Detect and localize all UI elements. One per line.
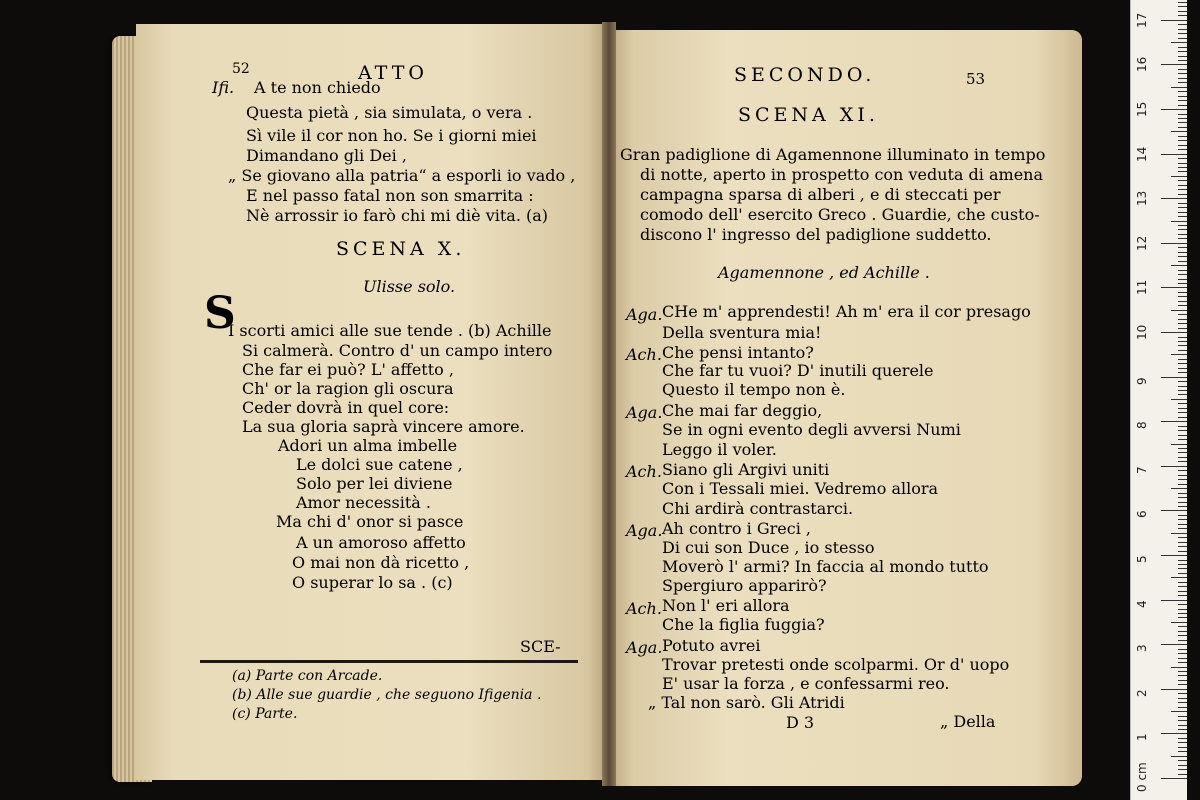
ruler-tick (1178, 274, 1187, 275)
ruler-tick (1178, 430, 1187, 431)
ruler-tick (1178, 707, 1187, 708)
ruler-tick (1161, 555, 1187, 556)
stage-direction: comodo dell' esercito Greco . Guardie, che custo- (640, 205, 1040, 224)
ruler-tick (1161, 154, 1187, 155)
speaker-label: Aga. (626, 521, 663, 540)
ruler-tick (1178, 363, 1187, 364)
verse-line: Questa pietà , sia simulata, o vera . (246, 103, 533, 122)
verse-line: E nel passo fatal non son smarrita : (246, 186, 534, 205)
ruler-tick (1178, 461, 1187, 462)
dialogue-line: Trovar pretesti onde scolparmi. Or d' uopo (662, 655, 1010, 674)
ruler-number: 8 (1135, 421, 1149, 430)
ruler-tick (1178, 203, 1187, 204)
ruler-tick (1178, 69, 1187, 70)
ruler-tick (1178, 140, 1187, 141)
ruler-tick (1178, 680, 1187, 681)
ruler-tick (1178, 6, 1187, 7)
ruler-tick (1178, 189, 1187, 190)
ruler-tick (1178, 82, 1187, 83)
stage-direction: campagna sparsa di alberi , e di steccati per (640, 185, 1001, 204)
ruler-tick (1178, 640, 1187, 641)
ruler-tick (1178, 341, 1187, 342)
ruler-tick (1178, 73, 1187, 74)
ruler-tick (1178, 457, 1187, 458)
dialogue-line: Chi ardirà contrastarci. (662, 499, 854, 518)
ruler-tick (1178, 60, 1187, 61)
ruler-tick (1178, 613, 1187, 614)
ruler-tick (1171, 176, 1187, 177)
scene-title: SCENA X. (336, 238, 466, 260)
scene-subtitle: Ulisse solo. (363, 277, 456, 296)
ruler-tick (1161, 20, 1187, 21)
ruler-tick (1178, 118, 1187, 119)
ruler-tick (1178, 568, 1187, 569)
ruler-tick (1171, 131, 1187, 132)
ruler-tick (1161, 689, 1187, 690)
ruler-tick (1171, 265, 1187, 266)
ruler-tick (1178, 96, 1187, 97)
ruler-tick (1178, 381, 1187, 382)
ruler-tick (1171, 533, 1187, 534)
ruler-tick (1171, 310, 1187, 311)
footnote: (a) Parte con Arcade. (232, 668, 383, 684)
ruler-number: 5 (1135, 555, 1149, 563)
ruler-tick (1161, 778, 1187, 779)
ruler-tick (1178, 542, 1187, 543)
dialogue-line: Moverò l' armi? In faccia al mondo tutto (662, 557, 989, 576)
ruler-tick (1178, 564, 1187, 565)
ruler-tick (1178, 279, 1187, 280)
ruler-tick (1178, 729, 1187, 730)
ruler-tick (1178, 524, 1187, 525)
dialogue-line: Della sventura mia! (662, 323, 822, 342)
ruler-tick (1178, 760, 1187, 761)
ruler-tick (1178, 426, 1187, 427)
ruler-tick (1178, 448, 1187, 449)
dialogue-line: Leggo il voler. (662, 440, 777, 459)
verse-line: A te non chiedo (254, 78, 381, 97)
ruler-tick (1178, 484, 1187, 485)
stage-direction: discono l' ingresso del padiglione suddetto. (640, 225, 992, 244)
verse-line: Le dolci sue catene , (296, 455, 463, 474)
ruler-tick (1178, 314, 1187, 315)
ruler-tick (1178, 738, 1187, 739)
ruler-tick (1178, 2, 1187, 3)
ruler-tick (1171, 711, 1187, 712)
ruler-tick (1178, 145, 1187, 146)
signature-mark: D 3 (786, 713, 815, 732)
ruler-tick (1178, 716, 1187, 717)
footnote: (c) Parte. (232, 706, 298, 722)
ruler-tick (1178, 684, 1187, 685)
verse-line: Ceder dovrà in quel core: (242, 398, 450, 417)
ruler-tick (1178, 658, 1187, 659)
ruler-tick (1178, 631, 1187, 632)
ruler-number: 12 (1135, 235, 1149, 251)
ruler-tick (1178, 194, 1187, 195)
ruler-tick (1171, 399, 1187, 400)
ruler-number: 17 (1135, 12, 1149, 28)
verse-line: O mai non dà ricetto , (292, 553, 470, 572)
book-gutter (602, 22, 616, 786)
verse-line: Ch' or la ragion gli oscura (242, 379, 454, 398)
ruler-tick (1178, 560, 1187, 561)
ruler-number: 9 (1135, 376, 1149, 385)
speaker-label: Aga. (626, 403, 663, 422)
ruler-tick (1178, 15, 1187, 16)
ruler-tick (1178, 591, 1187, 592)
left-page-number: 52 (232, 61, 250, 77)
ruler-number: 10 (1135, 324, 1149, 340)
ruler-tick (1161, 377, 1187, 378)
ruler-tick (1178, 742, 1187, 743)
ruler-tick (1178, 216, 1187, 217)
ruler-tick (1178, 127, 1187, 128)
ruler-tick (1178, 403, 1187, 404)
ruler-tick (1178, 769, 1187, 770)
ruler-tick (1161, 109, 1187, 110)
ruler-tick (1178, 247, 1187, 248)
ruler-tick (1178, 765, 1187, 766)
ruler-tick (1178, 528, 1187, 529)
dialogue-line: Che mai far deggio, (662, 401, 823, 420)
verse-line: Sì vile il cor non ho. Se i giorni miei (246, 126, 537, 145)
ruler-tick (1178, 502, 1187, 503)
scene-title: SCENA XI. (738, 104, 879, 126)
ruler-tick (1178, 617, 1187, 618)
ruler-tick (1178, 497, 1187, 498)
right-page-number: 53 (966, 70, 986, 88)
dialogue-line: CHe m' apprendesti! Ah m' era il cor presago (662, 302, 1031, 321)
verse-line: Che far ei può? L' affetto , (242, 360, 454, 379)
ruler-tick (1178, 435, 1187, 436)
ruler-tick (1178, 537, 1187, 538)
ruler-tick (1178, 345, 1187, 346)
ruler-number: 15 (1135, 101, 1149, 117)
dialogue-line: Siano gli Argivi uniti (662, 460, 830, 479)
ruler-tick (1178, 725, 1187, 726)
ruler-tick (1178, 582, 1187, 583)
ruler-tick (1178, 319, 1187, 320)
ruler-tick (1161, 332, 1187, 333)
ruler-number: 4 (1135, 599, 1149, 608)
ruler-tick (1178, 136, 1187, 137)
dialogue-line: Spergiuro apparirò? (662, 576, 827, 595)
ruler-tick (1161, 510, 1187, 511)
ruler-tick (1178, 47, 1187, 48)
ruler-tick (1178, 292, 1187, 293)
verse-line: Amor necessità . (296, 493, 431, 512)
ruler-tick (1178, 368, 1187, 369)
ruler-tick (1171, 488, 1187, 489)
dialogue-line: „ Tal non sarò. Gli Atridi (648, 693, 845, 712)
ruler-tick (1178, 519, 1187, 520)
footnote: (b) Alle sue guardie , che seguono Ifigenia . (232, 687, 542, 703)
ruler-tick (1171, 577, 1187, 578)
ruler-tick (1178, 229, 1187, 230)
verse-line: Adori un alma imbelle (278, 436, 458, 455)
ruler-number: 6 (1135, 510, 1149, 519)
right-running-header: SECONDO. (734, 64, 876, 86)
ruler-tick (1178, 635, 1187, 636)
dialogue-line: Ah contro i Greci , (662, 519, 811, 538)
ruler-tick (1178, 91, 1187, 92)
dialogue-line: Di cui son Duce , io stesso (662, 538, 875, 557)
ruler-tick (1178, 359, 1187, 360)
ruler-tick (1178, 702, 1187, 703)
ruler-tick (1178, 417, 1187, 418)
ruler-tick (1178, 604, 1187, 605)
ruler-tick (1178, 470, 1187, 471)
ruler-tick (1161, 421, 1187, 422)
ruler-tick (1161, 287, 1187, 288)
ruler-number: 14 (1135, 146, 1149, 162)
ruler-tick (1178, 671, 1187, 672)
ruler-tick (1178, 693, 1187, 694)
ruler-tick (1178, 238, 1187, 239)
dialogue-line: Se in ogni evento degli avversi Numi (662, 420, 961, 439)
ruler-tick (1178, 114, 1187, 115)
verse-line: I scorti amici alle sue tende . (b) Achille (228, 321, 552, 340)
ruler-tick (1178, 323, 1187, 324)
ruler-tick (1178, 774, 1187, 775)
dialogue-line: Potuto avrei (662, 636, 761, 655)
ruler-tick (1178, 350, 1187, 351)
ruler-tick (1178, 551, 1187, 552)
dialogue-line: Che pensi intanto? (662, 343, 814, 362)
ruler-tick (1178, 51, 1187, 52)
ruler-tick (1178, 207, 1187, 208)
ruler-tick (1178, 24, 1187, 25)
ruler-tick (1178, 452, 1187, 453)
ruler-tick (1178, 394, 1187, 395)
dialogue-line: Questo il tempo non è. (662, 380, 846, 399)
ruler-tick (1178, 29, 1187, 30)
ruler-tick (1178, 78, 1187, 79)
ruler-tick (1178, 479, 1187, 480)
measuring-ruler (1130, 0, 1187, 800)
ruler-tick (1178, 506, 1187, 507)
ruler-tick (1178, 296, 1187, 297)
ruler-tick (1178, 386, 1187, 387)
ruler-tick (1178, 105, 1187, 106)
dialogue-line: E' usar la forza , e confessarmi reo. (662, 674, 950, 693)
verse-line: Dimandano gli Dei , (246, 146, 407, 165)
ruler-tick (1178, 747, 1187, 748)
ruler-tick (1171, 622, 1187, 623)
ruler-tick (1178, 256, 1187, 257)
ruler-unit-label: 0 cm (1135, 762, 1149, 792)
ruler-tick (1161, 600, 1187, 601)
footnote-rule (200, 660, 578, 663)
verse-line: O superar lo sa . (c) (292, 573, 453, 592)
ruler-number: 7 (1135, 466, 1149, 474)
ruler-tick (1178, 372, 1187, 373)
speaker-label: Ifi. (212, 78, 235, 97)
verse-line: „ Se giovano alla patria“ a esporli io vado , (228, 166, 576, 185)
ruler-tick (1178, 261, 1187, 262)
ruler-tick (1178, 412, 1187, 413)
ruler-tick (1178, 653, 1187, 654)
ruler-tick (1178, 270, 1187, 271)
ruler-tick (1178, 185, 1187, 186)
ruler-tick (1178, 56, 1187, 57)
ruler-tick (1171, 221, 1187, 222)
ruler-tick (1178, 751, 1187, 752)
left-running-header: ATTO (358, 62, 428, 84)
scene-characters: Agamennone , ed Achille . (718, 263, 930, 282)
dialogue-line: Che far tu vuoi? D' inutili querele (662, 361, 934, 380)
speaker-label: Ach. (626, 345, 662, 364)
ruler-tick (1161, 644, 1187, 645)
ruler-tick (1178, 475, 1187, 476)
ruler-tick (1178, 390, 1187, 391)
ruler-tick (1178, 33, 1187, 34)
ruler-tick (1178, 301, 1187, 302)
ruler-tick (1161, 466, 1187, 467)
ruler-tick (1178, 675, 1187, 676)
ruler-tick (1178, 149, 1187, 150)
verse-line: A un amoroso affetto (296, 533, 466, 552)
ruler-tick (1178, 439, 1187, 440)
dialogue-line: Con i Tessali miei. Vedremo allora (662, 479, 939, 498)
ruler-tick (1178, 609, 1187, 610)
stage-direction: Gran padiglione di Agamennone illuminato in tempo (620, 145, 1046, 164)
ruler-tick (1178, 515, 1187, 516)
ruler-tick (1178, 234, 1187, 235)
ruler-tick (1178, 573, 1187, 574)
ruler-number: 11 (1135, 280, 1149, 296)
left-catchword: SCE- (520, 637, 561, 656)
ruler-tick (1178, 337, 1187, 338)
ruler-tick (1171, 354, 1187, 355)
ruler-tick (1178, 212, 1187, 213)
ruler-tick (1178, 649, 1187, 650)
ruler-tick (1178, 546, 1187, 547)
ruler-tick (1178, 163, 1187, 164)
ruler-tick (1178, 595, 1187, 596)
ruler-tick (1178, 662, 1187, 663)
speaker-label: Ach. (626, 462, 662, 481)
ruler-tick (1171, 667, 1187, 668)
verse-line: La sua gloria saprà vincere amore. (242, 417, 525, 436)
verse-line: Si calmerà. Contro d' un campo intero (242, 341, 553, 360)
ruler-tick (1178, 11, 1187, 12)
ruler-number: 3 (1135, 644, 1149, 653)
ruler-number: 13 (1135, 190, 1149, 207)
ruler-number: 1 (1135, 733, 1149, 742)
ruler-tick (1171, 444, 1187, 445)
ruler-tick (1161, 243, 1187, 244)
ruler-tick (1178, 38, 1187, 39)
ruler-tick (1178, 698, 1187, 699)
dialogue-line: Che la figlia fuggia? (662, 615, 825, 634)
verse-line: Nè arrossir io farò chi mi diè vita. (a) (246, 206, 549, 225)
ruler-number: 16 (1135, 57, 1149, 73)
ruler-tick (1178, 158, 1187, 159)
ruler-tick (1178, 100, 1187, 101)
ruler-tick (1178, 171, 1187, 172)
ruler-tick (1178, 167, 1187, 168)
verse-line: Solo per lei diviene (296, 474, 453, 493)
stage-direction: di notte, aperto in prospetto con veduta di amena (640, 165, 1044, 184)
ruler-tick (1178, 252, 1187, 253)
ruler-tick (1178, 626, 1187, 627)
ruler-tick (1178, 720, 1187, 721)
right-catchword: „ Della (940, 712, 996, 731)
verse-line: Ma chi d' onor si pasce (276, 512, 464, 531)
ruler-tick (1178, 180, 1187, 181)
ruler-tick (1178, 122, 1187, 123)
ruler-tick (1178, 283, 1187, 284)
ruler-tick (1171, 87, 1187, 88)
ruler-number: 2 (1135, 689, 1149, 697)
dialogue-line: Non l' eri allora (662, 596, 790, 615)
ruler-tick (1178, 305, 1187, 306)
drop-cap: S (204, 288, 236, 339)
ruler-tick (1178, 328, 1187, 329)
ruler-tick (1171, 756, 1187, 757)
speaker-label: Ach. (626, 599, 662, 618)
ruler-tick (1178, 493, 1187, 494)
ruler-tick (1178, 586, 1187, 587)
ruler-tick (1161, 64, 1187, 65)
ruler-tick (1161, 198, 1187, 199)
speaker-label: Aga. (626, 305, 663, 324)
ruler-tick (1171, 42, 1187, 43)
ruler-tick (1161, 733, 1187, 734)
speaker-label: Aga. (626, 638, 663, 657)
ruler-tick (1178, 408, 1187, 409)
ruler-tick (1178, 225, 1187, 226)
